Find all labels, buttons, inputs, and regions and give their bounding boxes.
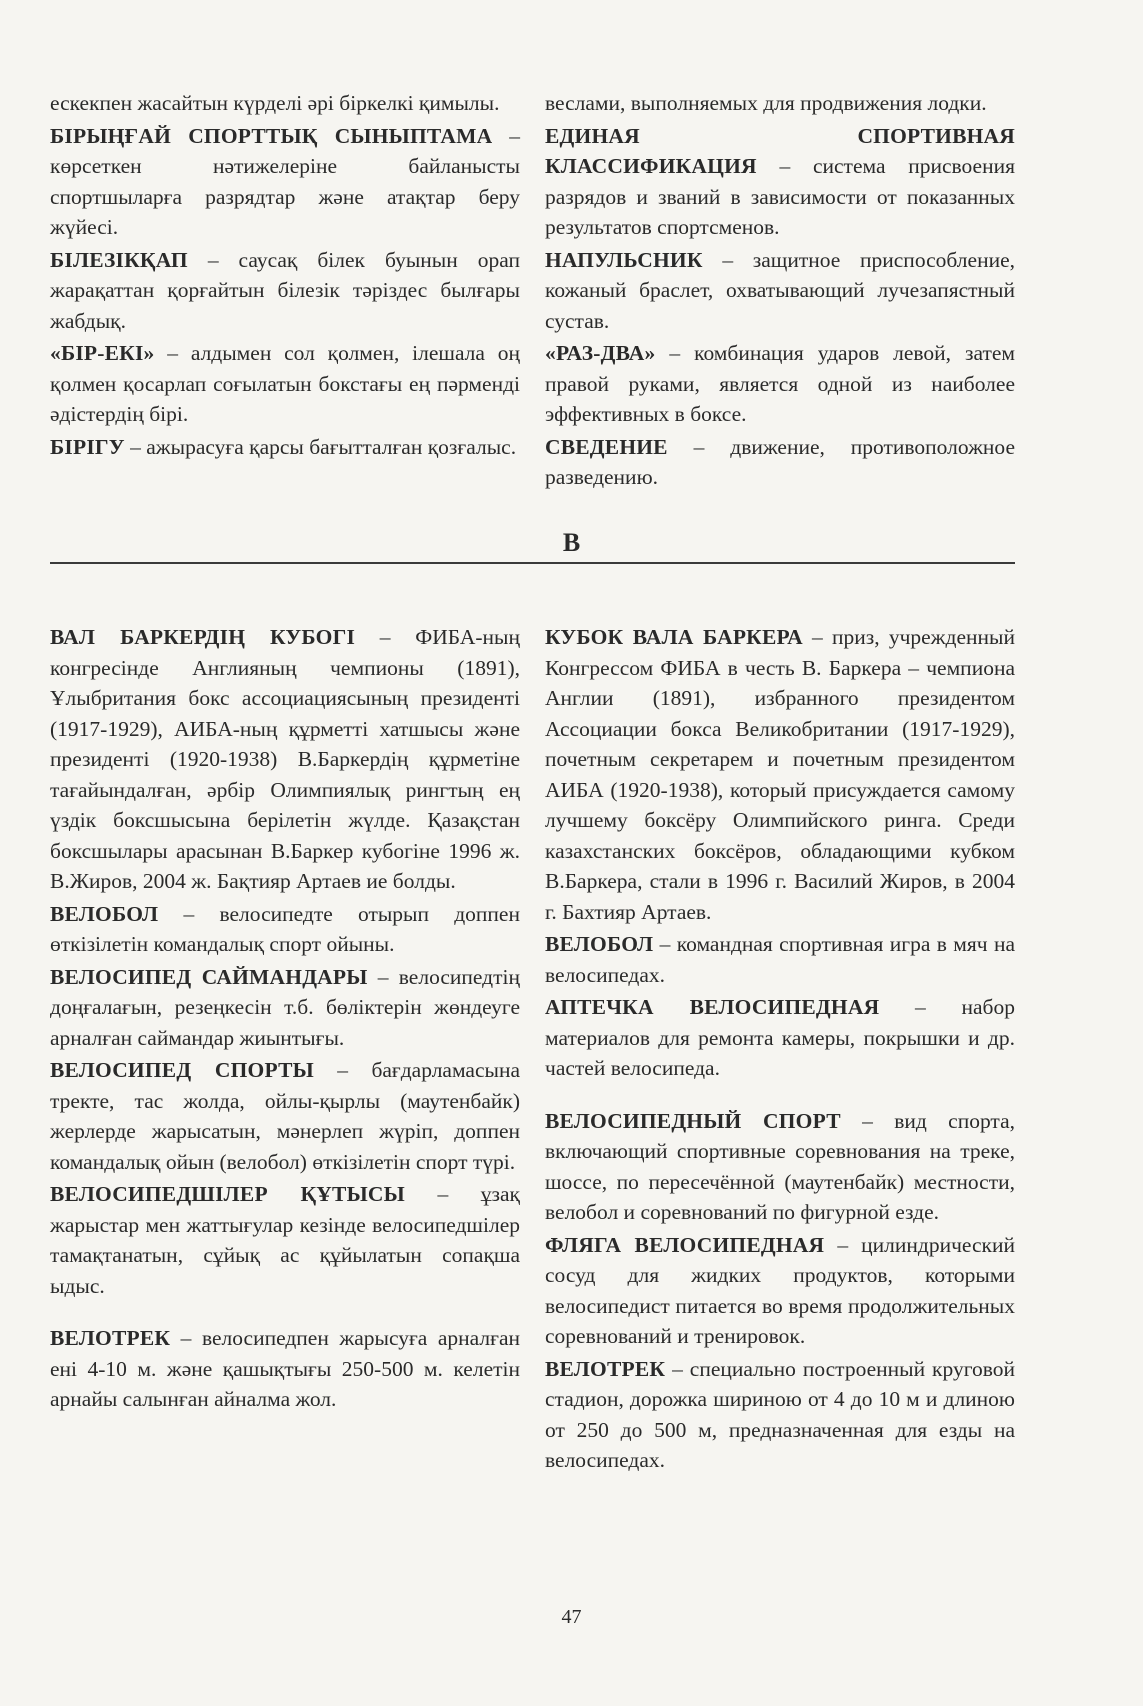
entry-term: АПТЕЧКА ВЕЛОСИПЕДНАЯ: [545, 995, 880, 1019]
entry-definition: – алдымен сол қолмен, ілешала оң қолмен қосарлап соғылатын бокстағы ең пәрменді әдістердің бірі.: [50, 341, 520, 426]
entry-term: БІЛЕЗІКҚАП: [50, 247, 188, 272]
dictionary-entry: [50, 88, 520, 119]
entry-definition: – ажырасуға қарсы бағытталған қозғалыс.: [124, 434, 517, 459]
entry-term: ВЕЛОСИПЕДШІЛЕР ҚҰТЫСЫ: [50, 1182, 405, 1206]
entry-term: ВЕЛОСИПЕДНЫЙ СПОРТ: [545, 1108, 841, 1133]
entry-definition: – защитное приспособление, кожаный браслет, охватывающий лучезапястный сустав.: [545, 247, 1015, 333]
entry-term: ВЕЛОТРЕК: [545, 1356, 666, 1381]
entry-definition: – ФИБА-ның конгресінде Англияның чемпионы (1891), Ұлыбритания бокс ассоциациясының президенті (1917-1929), АИБА-ның құрметті хатшысы және президенті (1920-1938) В.Баркердің құрметіне тағайындалған, әрбір Олимпиялық рингтың ең үздік боксшысына берілетін жүлде. Қазақстан боксшылары арасынан В.Баркер кубогіне 1996 ж. В.Жиров, 2004 ж. Бақтияр Артаев ие болды.: [50, 625, 521, 893]
bottom-right-column: [545, 622, 1015, 1478]
dictionary-entry: [545, 1106, 1015, 1228]
entry-definition: – бағдарламасына тректе, тас жолда, ойлы-қырлы (маутенбайк) жерлерде жарысатын, мәнерлеп жүріп, доппен командалық ойын (велобол) өткізілетін спорт түрі.: [50, 1058, 521, 1174]
entry-definition: веслами, выполняемых для продвижения лодки.: [545, 91, 987, 115]
dictionary-entry: [545, 1354, 1015, 1476]
dictionary-entry: [50, 962, 520, 1054]
page-number: 47: [561, 1606, 582, 1628]
entry-definition: – саусақ білек буынын орап жарақаттан қорғайтын білезік тәріздес былғары жабдық.: [50, 247, 520, 333]
dictionary-entry: [50, 432, 520, 463]
entry-term: ВЕЛОТРЕК: [50, 1326, 171, 1350]
dictionary-entry: [545, 1230, 1015, 1352]
entry-term: ВЕЛОСИПЕД САЙМАНДАРЫ: [50, 964, 368, 989]
bottom-left-column: [50, 622, 520, 1417]
dictionary-entry: [50, 245, 520, 337]
dictionary-entry: [545, 622, 1015, 927]
entry-definition: – комбинация ударов левой, затем правой руками, является одной из наиболее эффективных в боксе.: [545, 341, 1015, 426]
entry-term: ВАЛ БАРКЕРДІҢ КУБОГІ: [50, 625, 356, 649]
entry-term: СВЕДЕНИЕ: [545, 434, 668, 459]
entry-definition: – система присвоения разрядов и званий в зависимости от показанных результатов спортсменов.: [545, 154, 1015, 239]
entry-term: ВЕЛОСИПЕД СПОРТЫ: [50, 1058, 314, 1082]
entry-definition: – приз, учрежденный Конгрессом ФИБА в честь В. Баркера – чемпиона Англии (1891), избранного президентом Ассоциации бокса Великобритании (1917-1929), почетным секретарем и почетным президентом АИБА (1920-1938), который присуждается самому лучшему боксёру Олимпийского ринга. Среди казахстанских боксёров, обладающими кубком В.Баркера, стали в 1996 г. Василий Жиров, в 2004 г. Бахтияр Артаев.: [545, 625, 1015, 924]
entry-definition: – вид спорта, включающий спортивные соревнования на треке, шоссе, по пересечённой (маутенбайк) местности, велобол и соревнований по фигурной езде.: [545, 1108, 1015, 1224]
entry-term: «БІР-ЕКІ»: [50, 341, 155, 365]
entry-definition: – велосипедпен жарысуға арналған ені 4-10 м. және қашықтығы 250-500 м. келетін арнайы салынған айналма жол.: [50, 1326, 520, 1411]
entry-definition: – велосипедте отырып доппен өткізілетін командалық спорт ойыны.: [50, 901, 520, 956]
entry-definition: – цилиндрический сосуд для жидких продуктов, которыми велосипедист питается во время продолжительных соревнований и тренировок.: [545, 1232, 1015, 1348]
dictionary-entry: [50, 121, 520, 243]
entry-term: БІРІГУ: [50, 434, 125, 459]
entry-definition: – движение, противоположное разведению.: [545, 434, 1015, 489]
entry-term: ВЕЛОБОЛ: [545, 932, 654, 956]
entry-definition: – ұзақ жарыстар мен жаттығулар кезінде велосипедшілер тамақтанатын, сұйық ас құйылатын сопақша ыдыс.: [50, 1182, 521, 1298]
entry-definition: – велосипедтің доңғалағын, резеңкесін т.б. бөліктерін жөндеуге арналған саймандар жиынтығы.: [50, 964, 520, 1050]
dictionary-entry: [545, 929, 1015, 990]
entry-term: КУБОК ВАЛА БАРКЕРА: [545, 625, 803, 649]
entry-definition: – көрсеткен нәтижелеріне байланысты спортшыларға разрядтар және атақтар беру жүйесі.: [50, 123, 520, 239]
section-divider: [50, 562, 1015, 564]
dictionary-entry: [545, 432, 1015, 493]
dictionary-entry: [545, 245, 1015, 337]
entry-term: ФЛЯГА ВЕЛОСИПЕДНАЯ: [545, 1232, 825, 1257]
section-letter: В: [562, 528, 581, 557]
entry-term: БІРЫҢҒАЙ СПОРТТЫҚ СЫНЫПТАМА: [50, 123, 493, 148]
dictionary-entry: [545, 88, 1015, 119]
top-left-column: [50, 88, 520, 464]
dictionary-entry: [545, 338, 1015, 430]
entry-term: НАПУЛЬСНИК: [545, 247, 703, 272]
entry-definition: – набор материалов для ремонта камеры, покрышки и др. частей велосипеда.: [545, 995, 1015, 1080]
dictionary-entry: [50, 899, 520, 960]
entry-term: ЕДИНАЯ СПОРТИВНАЯ КЛАССИФИКАЦИЯ: [545, 123, 1015, 178]
dictionary-entry: [545, 121, 1015, 243]
dictionary-entry: [545, 992, 1015, 1084]
top-right-column: [545, 88, 1015, 495]
dictionary-entry: [50, 622, 520, 897]
entry-definition: – специально построенный круговой стадион, дорожка шириною от 4 до 10 м и длиною от 250 до 500 м, предназначенная для езды на велосипедах.: [545, 1356, 1015, 1472]
dictionary-entry: [50, 1055, 520, 1177]
dictionary-entry: [50, 338, 520, 430]
entry-term: ВЕЛОБОЛ: [50, 901, 159, 926]
dictionary-entry: [50, 1179, 520, 1301]
dictionary-entry: [50, 1323, 520, 1415]
entry-definition: – командная спортивная игра в мяч на велосипедах.: [545, 932, 1015, 987]
entry-term: «РАЗ-ДВА»: [545, 341, 656, 365]
entry-definition: ескекпен жасайтын күрделі әрі біркелкі қимылы.: [50, 91, 500, 115]
